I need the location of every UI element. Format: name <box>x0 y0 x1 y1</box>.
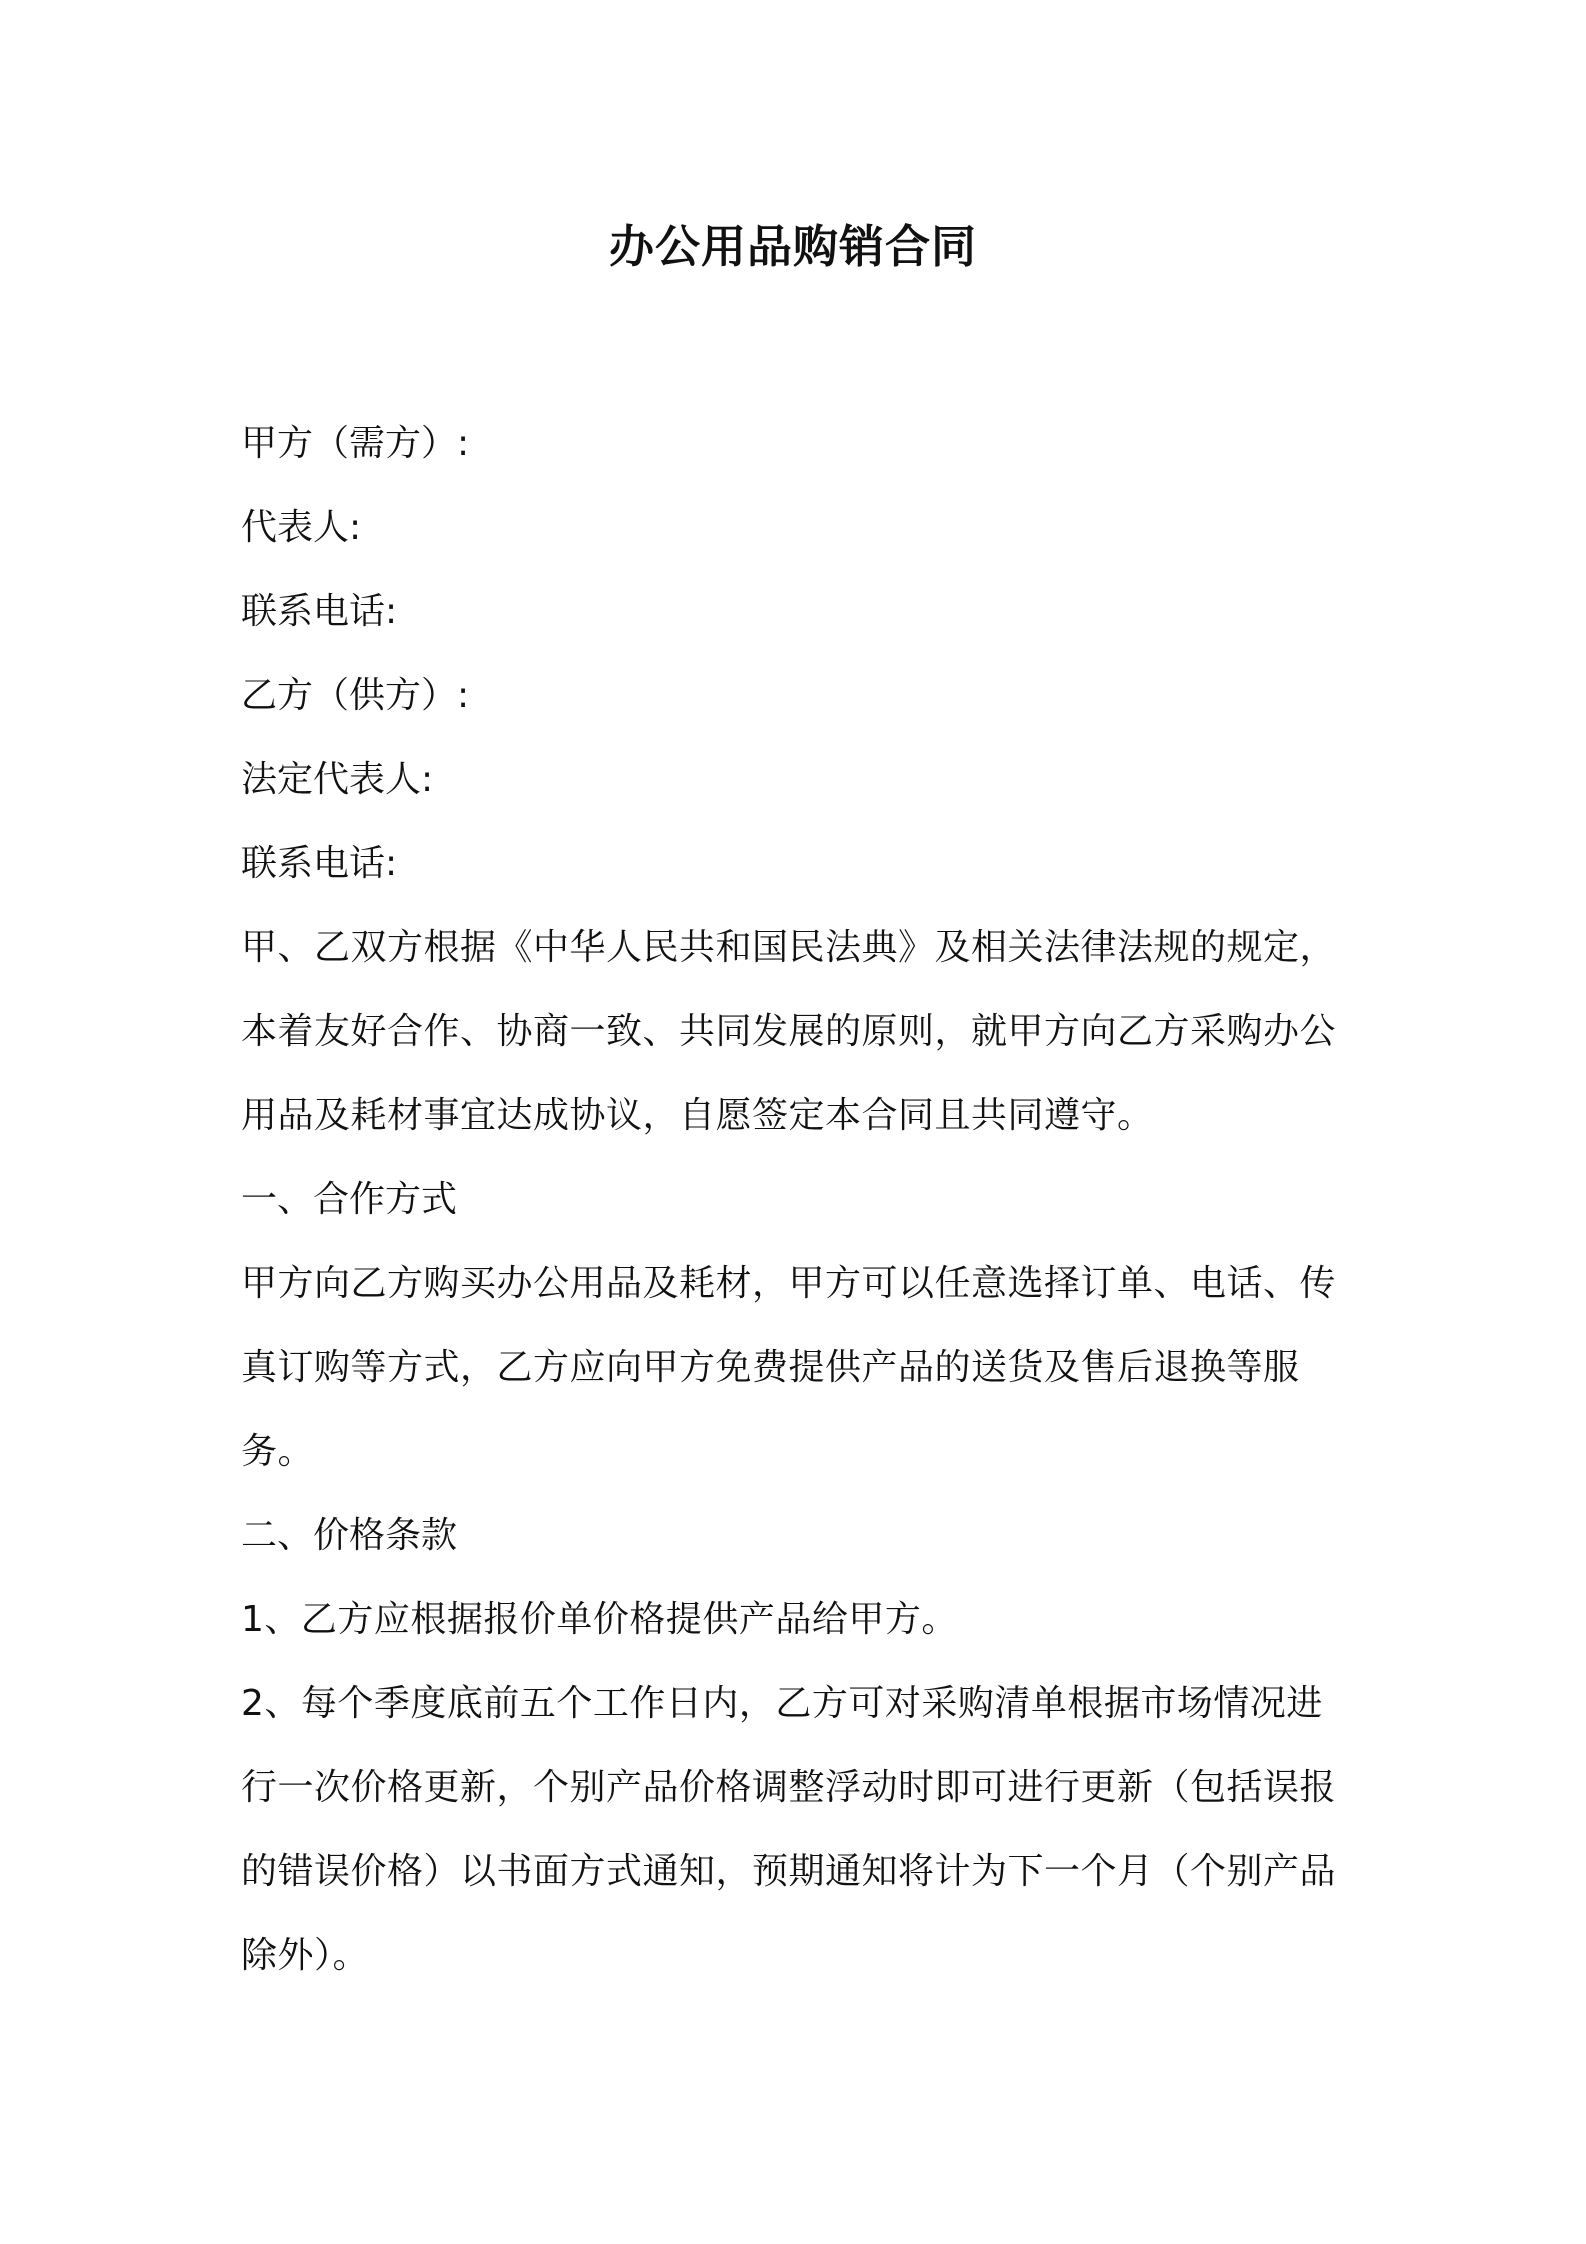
party-b-phone-field: 联系电话: <box>241 843 398 884</box>
paragraph-line: 行一次价格更新，个别产品价格调整浮动时即可进行更新（包括误报 <box>241 1767 1337 1808</box>
section-1-heading: 一、合作方式 <box>241 1179 458 1220</box>
section-2-heading: 二、价格条款 <box>241 1515 458 1556</box>
party-b-legal-representative-field: 法定代表人: <box>241 759 434 800</box>
section-2-item-1 <box>241 1578 1365 1662</box>
paragraph-line: 的错误价格）以书面方式通知，预期通知将计为下一个月（个别产品 <box>241 1851 1337 1892</box>
party-a-field: 甲方（需方）: <box>241 423 470 464</box>
paragraph-line: 本着友好合作、协商一致、共同发展的原则，就甲方向乙方采购办公 <box>241 1011 1337 1052</box>
document-title: 办公用品购销合同 <box>608 220 977 273</box>
paragraph-line: 务。 <box>241 1431 315 1472</box>
document-body <box>241 402 1365 1998</box>
paragraph-line: 除外）。 <box>241 1935 370 1976</box>
section-1-paragraph <box>241 1242 1365 1494</box>
paragraph-line: 甲方向乙方购买办公用品及耗材，甲方可以任意选择订单、电话、传 <box>241 1263 1337 1304</box>
section-2-item-2 <box>241 1662 1365 1998</box>
paragraph-line: 用品及耗材事宜达成协议，自愿签定本合同且共同遵守。 <box>241 1095 1154 1136</box>
party-a-representative-field: 代表人: <box>241 507 362 548</box>
paragraph-line: 1、乙方应根据报价单价格提供产品给甲方。 <box>241 1599 958 1640</box>
paragraph-line: 2、每个季度底前五个工作日内，乙方可对采购清单根据市场情况进 <box>241 1683 1323 1724</box>
party-a-phone-field: 联系电话: <box>241 591 398 632</box>
paragraph-line: 甲、乙双方根据《中华人民共和国民法典》及相关法律法规的规定， <box>241 927 1337 968</box>
intro-paragraph <box>241 906 1365 1158</box>
paragraph-line: 真订购等方式，乙方应向甲方免费提供产品的送货及售后退换等服 <box>241 1347 1300 1388</box>
party-b-field: 乙方（供方）: <box>241 675 470 716</box>
